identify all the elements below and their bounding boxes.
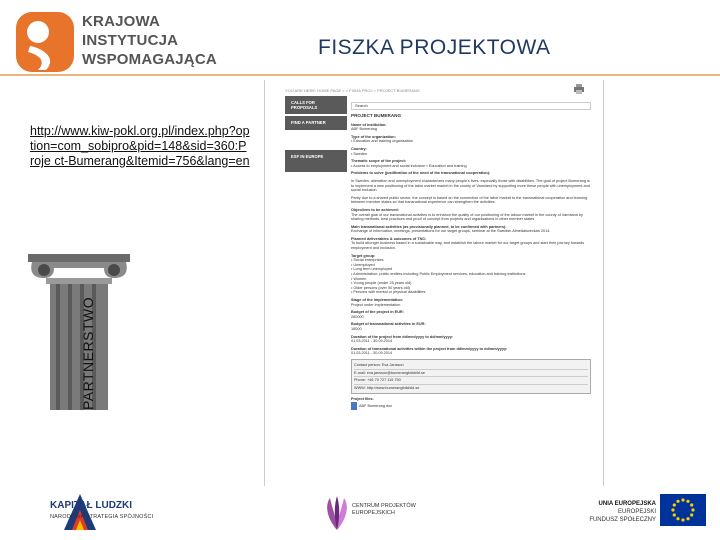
file-icon xyxy=(351,402,357,410)
field-value: To build stronger business based in a sustainable way, and establish the labour market for our target groups and start their journey towards employment and inclusion. xyxy=(351,241,585,251)
paragraph-2: Partly due to a shared public sector, the concept is based on the connection of the labor market to the transnational cooperation and learning between member states so that transnational experience can strengthen the activities. xyxy=(351,195,588,205)
paragraph-1: In Sweden, alienation and unemployment characterizes many people's lives, especially those with disabilities. The goal of project Bumerang is to implement a new positioning of the labor market market in the county of Varmland by supporting more these people with unemployment and social inclusion. xyxy=(351,178,590,193)
kiw-org-name xyxy=(82,12,217,69)
org-line-1: KRAJOWA xyxy=(82,13,161,30)
project-file-name[interactable]: ABF Bumerang doc xyxy=(359,403,393,408)
ionic-column-icon xyxy=(28,248,130,410)
field-value: 01.03.2011 - 30.09.2014 xyxy=(351,351,393,356)
cpe-line-2: EUROPEJSKICH xyxy=(352,510,395,516)
field-label: Country: xyxy=(351,146,367,151)
field-objectives xyxy=(351,208,591,222)
field-institution xyxy=(351,123,591,132)
field-value: Exchange of information, meetings, presentations for our target groups, seminar at the Swedish Almedalsveckan 2014. xyxy=(351,229,551,234)
field-org-type xyxy=(351,135,591,144)
side-nav xyxy=(285,96,347,174)
field-value: • Access to employment and social inclusion • Education and training xyxy=(351,163,467,168)
field-stage xyxy=(351,298,591,307)
slide-title: FISZKA PROJEKTOWA xyxy=(318,36,551,59)
field-label: Target group: xyxy=(351,253,376,258)
field-project-files xyxy=(351,397,591,410)
contact-phone: Phone: +46 70 727 115 750 xyxy=(354,377,588,385)
field-label: Duration of the project from dd/mm/yyyy to dd/mm/yyyy: xyxy=(351,334,454,339)
project-file-link[interactable] xyxy=(351,402,591,410)
field-label: Main transnational activities (as provisionally planned, to be confirmed with partners): xyxy=(351,224,507,229)
field-label: Project files: xyxy=(351,397,374,402)
field-label: Problems to solve (justification of the need of the transnational cooperation): xyxy=(351,171,491,176)
search-input[interactable]: Search xyxy=(351,102,591,110)
field-label: Planned deliverables & outcomes of TNC: xyxy=(351,236,427,241)
field-label: Budget of transnational activities in EUR: xyxy=(351,322,426,327)
project-link[interactable]: http://www.kiw-pokl.org.pl/index.php?option=com_sobipro&pid=148&sid=360:Proje ct-Bumerang&Itemid=756&lang=en xyxy=(30,124,250,168)
field-value: ABF Bumerang xyxy=(351,127,377,132)
list-item: • Unemployed xyxy=(351,262,375,267)
field-value: • Sweden xyxy=(351,151,368,156)
field-label: Type of the organization: xyxy=(351,134,396,139)
list-item: • Long term unemployed xyxy=(351,267,393,272)
eu-name xyxy=(560,500,656,524)
field-value: 01.03.2011 - 30.09.2014 xyxy=(351,339,393,344)
field-value: Project under implementation xyxy=(351,302,401,307)
field-value: • Education and training organisation xyxy=(351,139,413,144)
print-icon[interactable] xyxy=(573,84,585,94)
kl-title: KAPITAŁ LUDZKI xyxy=(50,500,133,511)
project-sheet xyxy=(351,102,591,413)
eu-line-2: EUROPEJSKI xyxy=(617,509,656,515)
field-value: The overall goal of our transnational activities is to enhance the quality of our positioning of the labour market in the county of Varmland by sharing methods, best practices and proof of concept from projects and organisations in other member states. xyxy=(351,212,583,222)
nav-esf-in-europe[interactable]: ESF IN EUROPE xyxy=(285,150,347,172)
vertical-label: PARTNERSTWO xyxy=(80,296,96,410)
field-country xyxy=(351,147,591,156)
field-label: Duration of transnational activities within the project from dd/mm/yyyy to dd/mm/yyyy: xyxy=(351,346,508,351)
list-item: • Persons with mental or physical disabilities xyxy=(351,290,426,295)
eu-flag-icon xyxy=(660,494,706,526)
field-label: Thematic scope of the project: xyxy=(351,159,407,164)
field-thematic-scope xyxy=(351,159,591,168)
eu-line-1: UNIA EUROPEJSKA xyxy=(598,501,656,507)
list-item: • Young people (under 25 years old) xyxy=(351,281,412,286)
field-label: Stage of the implementation: xyxy=(351,298,404,302)
nav-find-a-partner[interactable]: FIND A PARTNER xyxy=(285,116,347,130)
embedded-screenshot xyxy=(264,80,604,486)
list-item: • Women xyxy=(351,276,367,281)
contact-box xyxy=(351,359,591,394)
project-title: PROJECT BUMERANG xyxy=(351,113,402,118)
field-problems xyxy=(351,171,591,176)
breadcrumb: YOU ARE HERE: HOME PAGE > > FISHA PROJ > PROJECT BUMERANG xyxy=(285,88,420,93)
kiw-logo xyxy=(14,10,224,74)
kapital-ludzki-logo-icon xyxy=(10,490,150,532)
field-target-group xyxy=(351,254,591,295)
field-tnc-budget xyxy=(351,322,591,331)
field-tnc-duration xyxy=(351,347,591,356)
field-label: Budget of the project in EUR: xyxy=(351,310,404,315)
contact-www[interactable]: WWW: http://www.bumerangfolkbild.se xyxy=(354,385,420,390)
field-deliverables xyxy=(351,237,591,251)
list-item: • Administration: public entities including Public Employment services, education and training institutions xyxy=(351,272,526,277)
header-rule xyxy=(0,74,720,76)
field-budget xyxy=(351,310,591,319)
field-label: Objectives to be achieved: xyxy=(351,207,399,212)
contact-email[interactable]: E-mail: eva.jansson@bumerangfolkbild.se xyxy=(354,370,588,378)
nav-calls-for-proposals[interactable]: CALLS FOR PROPOSALS xyxy=(285,96,347,114)
contact-person: Contact person: Eva Jansson xyxy=(354,362,588,370)
list-item: • Older persons (over 50 years old) xyxy=(351,285,410,290)
eu-line-3: FUNDUSZ SPOŁECZNY xyxy=(589,517,656,523)
kiw-logo-icon xyxy=(16,12,74,72)
org-line-3: WSPOMAGAJĄCA xyxy=(82,51,217,68)
kl-subtitle: NARODOWA STRATEGIA SPÓJNOŚCI xyxy=(50,514,154,520)
field-activities xyxy=(351,225,591,234)
field-label: Name of institution: xyxy=(351,122,387,127)
cpe-logo-icon xyxy=(324,496,350,530)
field-value: 18000 xyxy=(351,326,362,331)
cpe-line-1: CENTRUM PROJEKTÓW xyxy=(352,503,416,509)
list-item: • Social enterprises xyxy=(351,258,384,263)
org-line-2: INSTYTUCJA xyxy=(82,32,179,49)
cpe-name xyxy=(352,503,416,517)
field-duration xyxy=(351,335,591,344)
field-value: 260000 xyxy=(351,314,364,319)
